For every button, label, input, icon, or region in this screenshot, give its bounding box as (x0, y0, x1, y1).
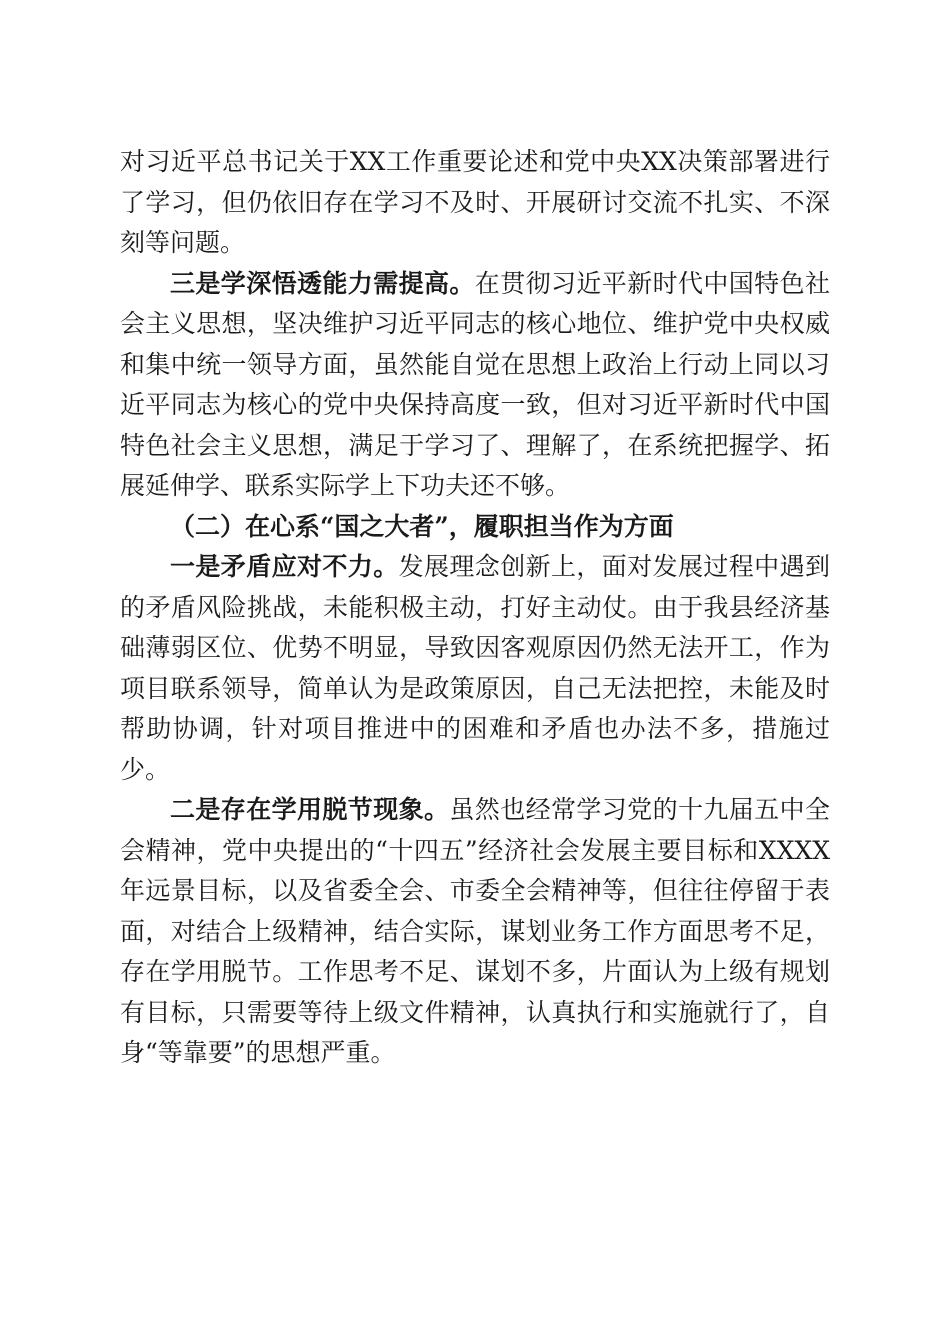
paragraph-text: 对习近平总书记关于XX工作重要论述和党中央XX决策部署进行了学习，但仍依旧存在学习不及时、开展研讨交流不扎实、不深刻等问题。 (120, 147, 830, 257)
paragraph-continuation (120, 142, 830, 264)
paragraph-text: 发展理念创新上，面对发展过程中遇到的矛盾风险挑战，未能积极主动，打好主动仗。由于我县经济基础薄弱区位、优势不明显，导致因客观原因仍然无法开工，作为项目联系领导，简单认为是政策原因，自己无法把控，未能及时帮助协调，针对项目推进中的困难和矛盾也办法不多，措施过少。 (120, 552, 830, 784)
paragraph-one-contradiction (120, 547, 830, 790)
paragraph-text: 虽然也经常学习党的十九届五中全会精神，党中央提出的“十四五”经济社会发展主要目标和XXXX年远景目标，以及省委全会、市委全会精神等，但往往停留于表面，对结合上级精神，结合实际，谋划业务工作方面思考不足，存在学用脱节。工作思考不足、谋划不多，片面认为上级有规划有目标，只需要等待上级文件精神，认真执行和实施就行了，自身“等靠要”的思想严重。 (120, 795, 830, 1067)
paragraph-two-disconnect (120, 790, 830, 1074)
paragraph-lead: 二是存在学用脱节现象。 (170, 795, 450, 824)
paragraph-lead: 三是学深悟透能力需提高。 (170, 268, 475, 298)
paragraph-lead: 一是矛盾应对不力。 (170, 552, 399, 581)
document-body (120, 142, 830, 1074)
paragraph-three-study (120, 264, 830, 507)
section-heading: （二）在心系“国之大者”，履职担当作为方面 (170, 511, 674, 541)
paragraph-text: 在贯彻习近平新时代中国特色社会主义思想，坚决维护习近平同志的核心地位、维护党中央权威和集中统一领导方面，虽然能自觉在思想上政治上行动上同以习近平同志为核心的党中央保持高度一致，但对习近平新时代中国特色社会主义思想，满足于学习了、理解了，在系统把握学、拓展延伸学、联系实际学上下功夫还不够。 (120, 268, 830, 500)
